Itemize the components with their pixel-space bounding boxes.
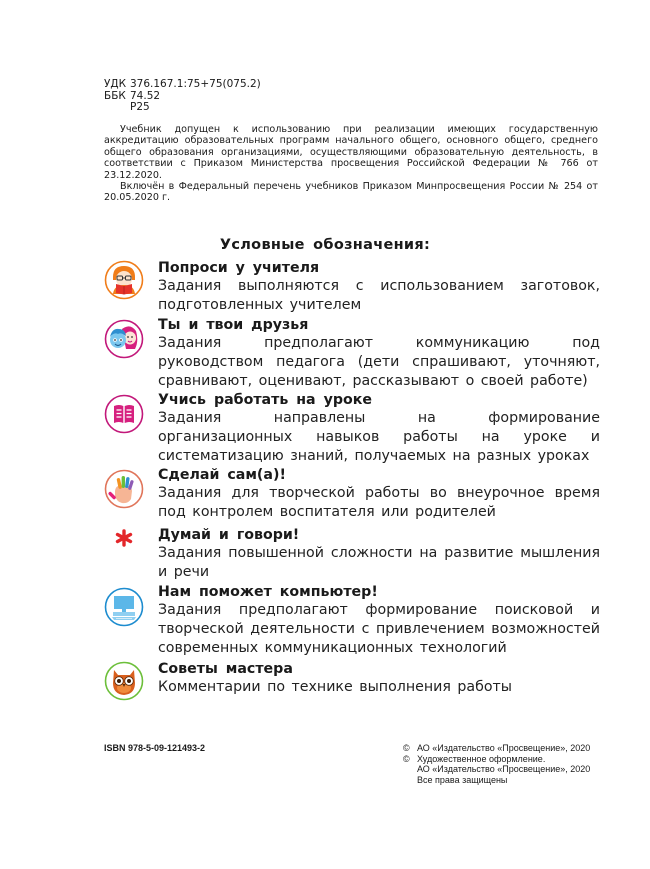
teacher-reading-icon <box>104 260 144 300</box>
legend-item-description: Задания повышенной сложности на развитие мышления и речи <box>158 545 600 580</box>
legend-item-description: Задания выполняются с использованием заготовок, подготовленных учителем <box>158 278 600 313</box>
legend-item-title: Сделай сам(а)! <box>158 467 286 483</box>
author-mark: Р25 <box>130 101 150 113</box>
colorful-hand-icon <box>104 469 144 509</box>
copyright-line: Все права защищены <box>417 774 508 785</box>
udk-value: 376.167.1:75+75(075.2) <box>130 78 261 90</box>
computer-icon <box>104 587 144 627</box>
bbk-label: ББК <box>104 89 126 102</box>
legend-item-title: Нам поможет компьютер! <box>158 584 378 600</box>
legend-item-description: Задания предполагают формирование поисковой и творческой деятельности с привлечением возможностей современных коммуникационных технологий <box>158 602 600 656</box>
legend-item-title: Попроси у учителя <box>158 260 320 276</box>
red-asterisk-icon <box>104 527 144 567</box>
bbk-value: 74.52 <box>130 89 161 102</box>
udk-label: УДК <box>104 78 127 90</box>
copyright-line: Художественное оформление. <box>417 753 546 764</box>
legend-item-title: Ты и твои друзья <box>158 317 309 333</box>
legend-item-title: Советы мастера <box>158 661 293 677</box>
legend-item-description: Задания направлены на формирование организационных навыков работы на уроке и систематизацию знаний, получаемых на разных уроках <box>158 410 600 464</box>
approval-paragraph: Учебник допущен к использованию при реализации имеющих государственную аккредитацию образовательных программ начального общего, основного общего, среднего общего образования организациями, осуществляющими образовательную деятельность, в соответствии с Приказом Министерства просвещения Российской Федерации № 766 от 23.12.2020. <box>104 124 598 181</box>
copyright-line: АО «Издательство «Просвещение», 2020 <box>417 743 591 753</box>
classification-codes <box>104 79 261 114</box>
legend-title: Условные обозначения: <box>219 237 431 253</box>
friends-icon <box>104 319 144 359</box>
copyright-symbol: © <box>403 743 410 753</box>
legend-item-title: Думай и говори! <box>158 527 300 543</box>
copyright-line: АО «Издательство «Просвещение», 2020 <box>417 764 591 775</box>
legend-item-description: Комментарии по технике выполнения работы <box>158 679 512 695</box>
open-book-icon <box>104 394 144 434</box>
copyright-block <box>403 743 590 785</box>
legend-item-description: Задания для творческой работы во внеурочное время под контролем воспитателя или родителей <box>158 485 600 520</box>
federal-list-paragraph: Включён в Федеральный перечень учебников Приказом Минпросвещения России № 254 от 20.05.2020 г. <box>104 181 598 204</box>
owl-icon <box>104 661 144 701</box>
legend-item-title: Учись работать на уроке <box>158 392 372 408</box>
legend-item-description: Задания предполагают коммуникацию под руководством педагога (дети спрашивают, уточняют, сравнивают, оценивают, рассказывают о своей работе) <box>158 335 600 389</box>
legal-notice <box>104 124 598 204</box>
isbn: ISBN 978-5-09-121493-2 <box>104 743 206 753</box>
copyright-symbol: © <box>403 753 410 764</box>
